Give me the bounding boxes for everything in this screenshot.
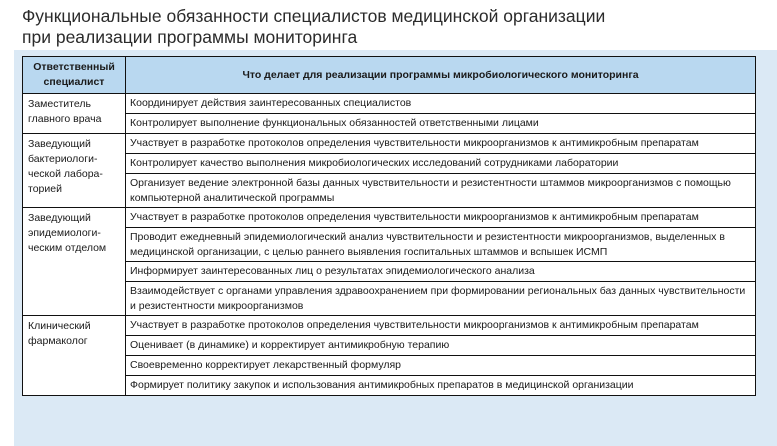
page-title — [22, 6, 762, 48]
task-cell: Своевременно корректирует лекарственный формуляр — [126, 356, 756, 376]
title-line-2: при реализации программы мониторинга — [22, 27, 358, 47]
table-row — [23, 228, 756, 262]
title-line-1: Функциональные обязанности специалистов медицинской организации — [22, 6, 606, 26]
table-row — [23, 336, 756, 356]
task-cell: Взаимодействует с органами управления здравоохранением при формировании региональных баз данных чувствительности и резистентности микроорганизмов — [126, 282, 756, 316]
task-cell: Организует ведение электронной базы данных чувствительности и резистентности штаммов микроорганизмов с помощью компьютерной аналитической программы — [126, 174, 756, 208]
table-row — [23, 356, 756, 376]
table-row — [23, 316, 756, 336]
task-cell: Оценивает (в динамике) и корректирует антимикробную терапию — [126, 336, 756, 356]
table-row — [23, 154, 756, 174]
table-row — [23, 376, 756, 396]
task-cell: Контролирует выполнение функциональных обязанностей ответственными лицами — [126, 114, 756, 134]
task-cell: Участвует в разработке протоколов определения чувствительности микроорганизмов к антимикробным препаратам — [126, 316, 756, 336]
header-monitoring-actions: Что делает для реализации программы микробиологического мониторинга — [126, 57, 756, 94]
role-clinical-pharmacologist: Клинический фармаколог — [23, 316, 126, 396]
role-head-of-epidemiology: Заведующий эпидемиологи-ческим отделом — [23, 208, 126, 316]
task-cell: Координирует действия заинтересованных специалистов — [126, 94, 756, 114]
table-row — [23, 94, 756, 114]
table-row — [23, 114, 756, 134]
table-row — [23, 208, 756, 228]
header-responsible-specialist: Ответственный специалист — [23, 57, 126, 94]
task-cell: Формирует политику закупок и использования антимикробных препаратов в медицинской организации — [126, 376, 756, 396]
responsibilities-table — [22, 56, 756, 396]
task-cell: Контролирует качество выполнения микробиологических исследований сотрудниками лаборатории — [126, 154, 756, 174]
task-cell: Участвует в разработке протоколов определения чувствительности микроорганизмов к антимикробным препаратам — [126, 134, 756, 154]
table-row — [23, 282, 756, 316]
table-header-row — [23, 57, 756, 94]
task-cell: Информирует заинтересованных лиц о результатах эпидемиологического анализа — [126, 262, 756, 282]
task-cell: Проводит ежедневный эпидемиологический анализ чувствительности и резистентности микроорганизмов, выделенных в медицинской организации, с целью раннего выявления госпитальных штаммов и вспышек ИСМП — [126, 228, 756, 262]
role-head-of-bacteriology-lab: Заведующий бактериологи-ческой лабора-торией — [23, 134, 126, 208]
table-row — [23, 134, 756, 154]
task-cell: Участвует в разработке протоколов определения чувствительности микроорганизмов к антимикробным препаратам — [126, 208, 756, 228]
table-row — [23, 262, 756, 282]
table-row — [23, 174, 756, 208]
role-deputy-chief-physician: Заместитель главного врача — [23, 94, 126, 134]
